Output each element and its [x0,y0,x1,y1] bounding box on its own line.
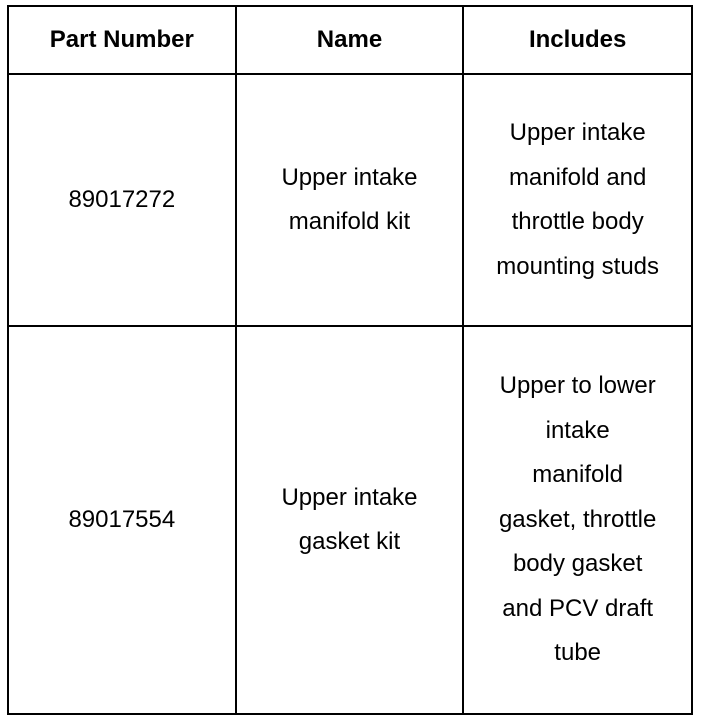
includes-cell [463,74,692,326]
part-number: 89017554 [68,505,176,533]
part-number-cell [8,74,236,326]
part-name: Upper intake gasket kit [281,483,418,555]
part-name: Upper intake manifold kit [281,163,418,235]
table-row [8,74,692,326]
header-part-number: Part Number [8,6,236,74]
header-row [8,6,692,74]
parts-table [7,5,693,715]
header-includes: Includes [463,6,692,74]
name-cell [236,74,464,326]
part-includes: Upper intake manifold and throttle body mounting studs [496,119,660,280]
part-includes: Upper to lower intake manifold gasket, throttle body gasket and PCV draft tube [498,372,657,667]
part-number: 89017272 [68,185,176,213]
header-name: Name [236,6,464,74]
name-cell [236,326,464,714]
table-row [8,326,692,714]
part-number-cell [8,326,236,714]
includes-cell [463,326,692,714]
